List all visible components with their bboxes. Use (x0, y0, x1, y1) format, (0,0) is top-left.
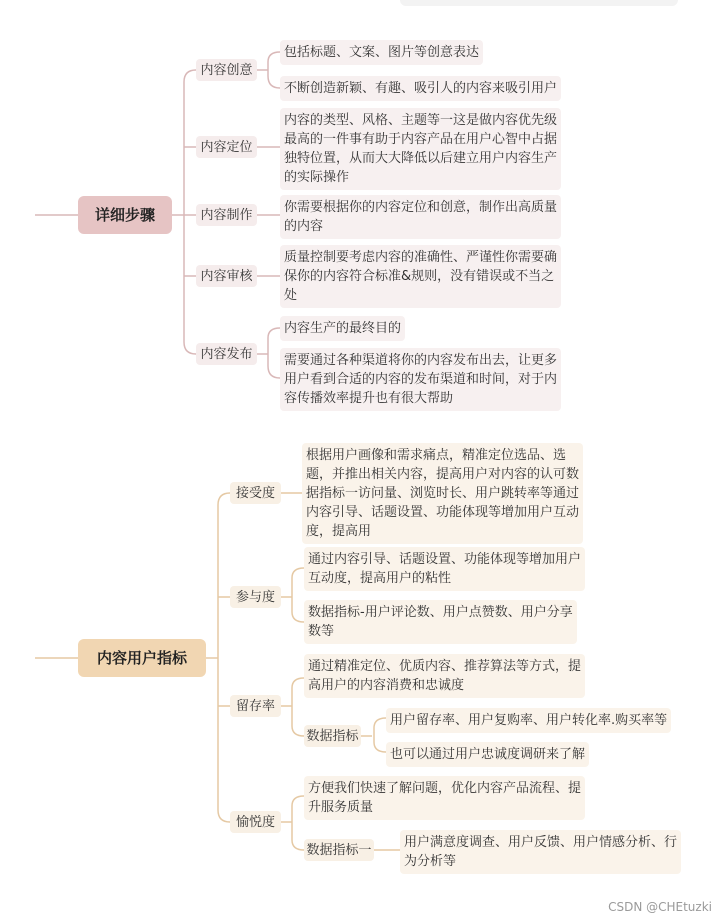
connector-retain-leaves (281, 678, 304, 736)
root-node-content-user-metrics: 内容用户指标 (78, 639, 206, 677)
category-content-review: 内容审核 (196, 265, 257, 287)
leaf-acceptance-1: 根据用户画像和需求痛点，精准定位选品、选 题，并推出相关内容，提高用户对内容的认可数 据指标一访问量、浏览时长、用户跳转率等通过 内容引导、话题设置、功能体现等增加用户互动 度，提高用 (302, 443, 583, 544)
leaf-retention-metric-1: 用户留存率、用户复购率、用户转化率.购买率等 (386, 708, 671, 733)
leaf-engagement-1: 通过内容引导、话题设置、功能体现等增加用户 互动度，提高用户的粘性 (304, 547, 585, 591)
leaf-delight-1: 方便我们快速了解问题，优化内容产品流程、提 升服务质量 (304, 776, 585, 820)
leaf-delight-metric-1: 用户满意度调查、用户反馈、用户情感分析、行 为分析等 (400, 830, 681, 874)
leaf-content-publish-1: 内容生产的最终目的 (280, 316, 405, 341)
connector-cat1-leaves (257, 52, 280, 88)
category-delight: 愉悦度 (230, 811, 281, 833)
category-content-publish: 内容发布 (196, 343, 257, 365)
connector-root2-branches (218, 493, 230, 822)
leaf-retention-1: 通过精准定位、优质内容、推荐算法等方式，提 高用户的内容消费和忠诚度 (304, 654, 585, 698)
subcategory-retention-metrics: 数据指标 (304, 725, 361, 747)
category-content-idea: 内容创意 (196, 59, 257, 81)
watermark: CSDN @CHEtuzki (608, 900, 712, 914)
connector-cat5-leaves (257, 328, 280, 378)
category-acceptance: 接受度 (230, 482, 281, 504)
category-engagement: 参与度 (230, 586, 281, 608)
leaf-retention-metric-2: 也可以通过用户忠诚度调研来了解 (386, 742, 589, 767)
leaf-content-publish-2: 需要通过各种渠道将你的内容发布出去，让更多 用户看到合适的内容的发布渠道和时间，对于内 容传播效率提升也有很大帮助 (280, 348, 561, 411)
category-content-production: 内容制作 (196, 204, 257, 226)
connector-retain-sub (361, 718, 386, 752)
connector-single-leaves (257, 147, 280, 276)
leaf-content-idea-2: 不断创造新颖、有趣、吸引人的内容来吸引用户 (280, 76, 561, 101)
connector-joy-leaves (281, 796, 304, 850)
category-retention: 留存率 (230, 695, 281, 717)
leaf-content-review-1: 质量控制要考虑内容的准确性、严谨性你需要确 保你的内容符合标准&规则，没有错误或不当之 处 (280, 245, 561, 308)
category-content-positioning: 内容定位 (196, 136, 257, 158)
connector-engage-leaves (281, 568, 304, 622)
leaf-content-production-1: 你需要根据你的内容定位和创意，制作出高质量 的内容 (280, 195, 561, 239)
root-node-detailed-steps: 详细步骤 (78, 196, 172, 234)
leaf-content-idea-1: 包括标题、文案、图片等创意表达 (280, 40, 483, 65)
subcategory-delight-metrics: 数据指标一 (304, 839, 374, 861)
leaf-engagement-2: 数据指标-用户评论数、用户点赞数、用户分享 数等 (304, 600, 577, 644)
leaf-content-positioning-1: 内容的类型、风格、主题等一这是做内容优先级 最高的一件事有助于内容产品在用户心智中占据 独特位置，从而大大降低以后建立用户内容生产 的实际操作 (280, 108, 561, 190)
connector-root1-branches (184, 70, 196, 354)
